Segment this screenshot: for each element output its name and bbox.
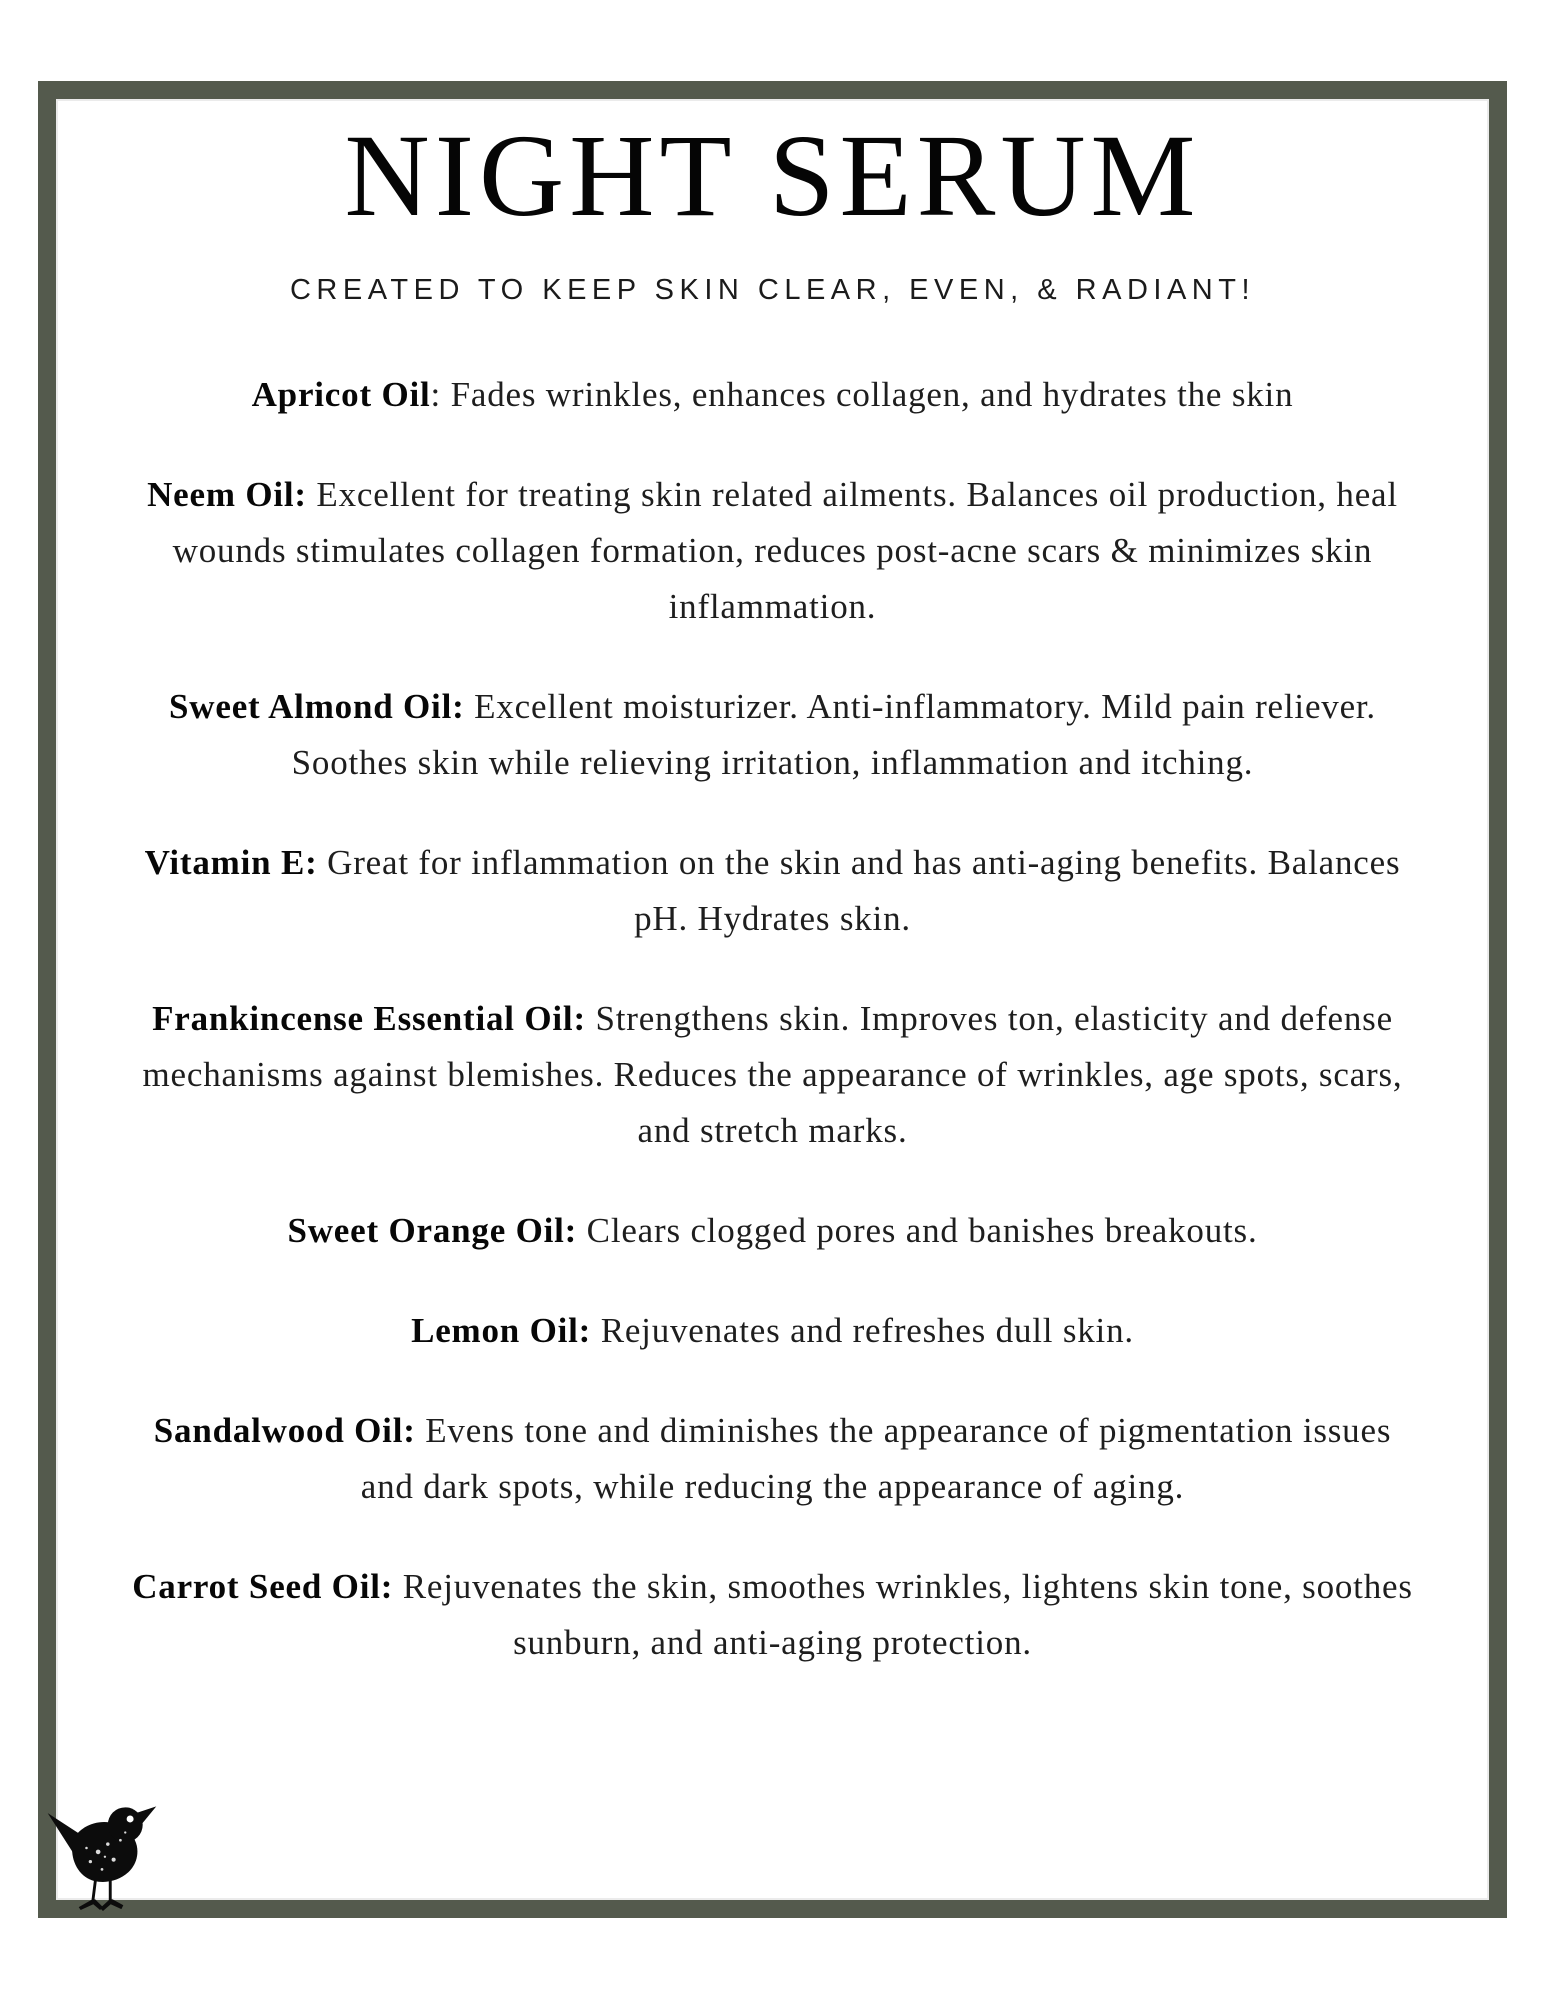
page-subtitle: CREATED TO KEEP SKIN CLEAR, EVEN, & RADIANT! bbox=[289, 274, 1256, 306]
ingredient-label: Apricot Oil bbox=[251, 375, 431, 414]
ingredient-description: Evens tone and diminishes the appearance of pigmentation issues and dark spots, while reducing the appearance of aging. bbox=[360, 1411, 1392, 1506]
ingredient-description: Rejuvenates and refreshes dull skin. bbox=[591, 1311, 1134, 1350]
ingredient-label: Frankincense Essential Oil: bbox=[152, 999, 586, 1038]
ingredient-item-sweet-almond-oil bbox=[128, 679, 1418, 791]
flyer-content bbox=[56, 99, 1489, 1900]
ingredient-description: Strengthens skin. Improves ton, elasticity and defense mechanisms against blemishes. Reduces the appearance of wrinkles, age spots, scars, and stretch marks. bbox=[142, 999, 1403, 1150]
ingredient-description: Excellent moisturizer. Anti-inflammatory. Mild pain reliever. Soothes skin while relieving irritation, inflammation and itching. bbox=[291, 687, 1376, 782]
ingredient-item-carrot-seed-oil bbox=[128, 1559, 1418, 1671]
ingredient-label: Neem Oil: bbox=[147, 475, 307, 514]
ingredient-description: : Fades wrinkles, enhances collagen, and hydrates the skin bbox=[430, 375, 1294, 414]
ingredient-label: Sandalwood Oil: bbox=[153, 1411, 416, 1450]
ingredient-item-sweet-orange-oil bbox=[128, 1203, 1418, 1259]
ingredient-label: Sweet Orange Oil: bbox=[287, 1211, 578, 1250]
ingredient-label: Carrot Seed Oil: bbox=[132, 1567, 394, 1606]
ingredient-label: Lemon Oil: bbox=[411, 1311, 592, 1350]
ingredient-item-sandalwood-oil bbox=[128, 1403, 1418, 1515]
ingredient-item-lemon-oil bbox=[128, 1303, 1418, 1359]
ingredient-description: Clears clogged pores and banishes breakouts. bbox=[577, 1211, 1258, 1250]
ingredient-item-frankincense-essential-oil bbox=[128, 991, 1418, 1159]
ingredient-item-neem-oil bbox=[128, 467, 1418, 635]
ingredient-item-apricot-oil bbox=[128, 367, 1418, 423]
page-title: NIGHT SERUM bbox=[344, 110, 1201, 241]
ingredient-list bbox=[128, 367, 1418, 1671]
bird-logo-icon bbox=[42, 1786, 162, 1912]
ingredient-description: Great for inflammation on the skin and has anti-aging benefits. Balances pH. Hydrates skin. bbox=[317, 843, 1401, 938]
ingredient-description: Rejuvenates the skin, smoothes wrinkles, lightens skin tone, soothes sunburn, and anti-aging protection. bbox=[393, 1567, 1413, 1662]
ingredient-label: Sweet Almond Oil: bbox=[169, 687, 465, 726]
ingredient-description: Excellent for treating skin related ailments. Balances oil production, heal wounds stimulates collagen formation, reduces post-acne scars & minimizes skin inflammation. bbox=[172, 475, 1398, 626]
ingredient-item-vitamin-e bbox=[128, 835, 1418, 947]
ingredient-label: Vitamin E: bbox=[144, 843, 318, 882]
